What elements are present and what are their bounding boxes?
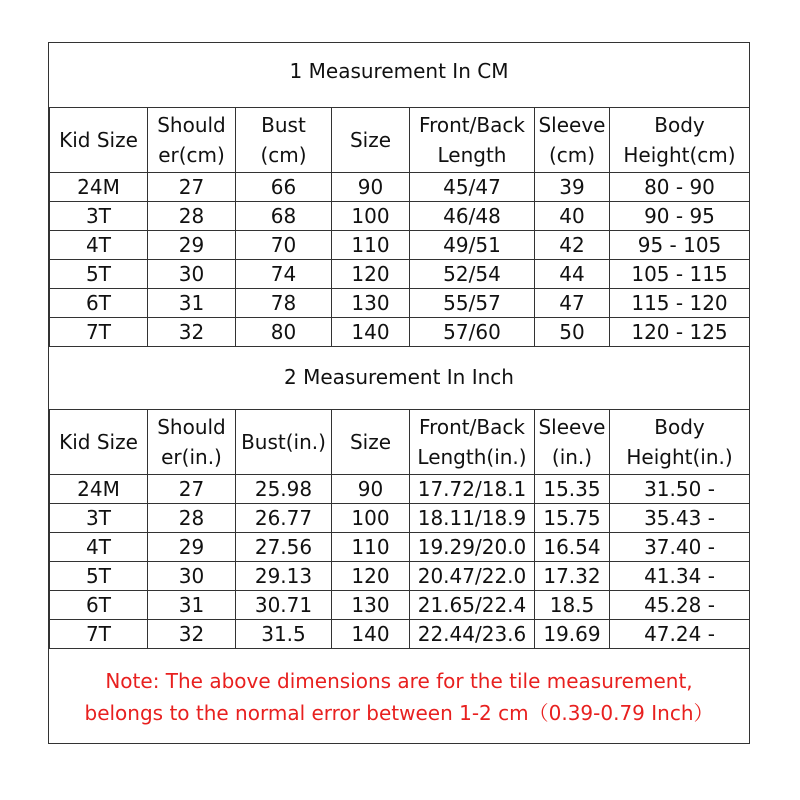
note-line-2: belongs to the normal error between 1-2 cm（0.39-0.79 Inch）	[84, 701, 714, 725]
table-cell: 74	[236, 260, 332, 289]
table-cell: 40	[535, 202, 610, 231]
table-cell: 70	[236, 231, 332, 260]
cm-header-line: Sleeve	[538, 113, 606, 137]
table-cell: 90 - 95	[610, 202, 750, 231]
table-cell: 31	[148, 591, 236, 620]
table-cell: 32	[148, 620, 236, 649]
cm-header-3	[332, 108, 410, 173]
table-cell: 30	[148, 260, 236, 289]
inch-header-line: Front/Back	[419, 415, 525, 439]
table-cell: 30	[148, 562, 236, 591]
inch-header-3	[332, 410, 410, 475]
cm-header-line: (cm)	[260, 143, 307, 167]
table-cell: 22.44/23.6	[410, 620, 535, 649]
cm-header-line: Kid Size	[59, 128, 138, 152]
note-line-1: Note: The above dimensions are for the tile measurement,	[105, 669, 693, 693]
table-cell: 105 - 115	[610, 260, 750, 289]
table-cell: 120 - 125	[610, 318, 750, 347]
table-cell: 130	[332, 591, 410, 620]
inch-header-line: Bust(in.)	[241, 430, 326, 454]
table-cell: 80	[236, 318, 332, 347]
table-cell: 46/48	[410, 202, 535, 231]
table-cell: 6T	[50, 591, 148, 620]
table-cell: 90	[332, 173, 410, 202]
table-cell: 21.65/22.4	[410, 591, 535, 620]
cm-header-line: er(cm)	[158, 143, 225, 167]
table-cell: 16.54	[535, 533, 610, 562]
inch-header-line: Should	[157, 415, 226, 439]
inch-section-title: 2 Measurement In Inch	[284, 365, 514, 389]
table-row	[50, 318, 750, 347]
inch-header-2	[236, 410, 332, 475]
table-cell: 39	[535, 173, 610, 202]
note-text	[49, 665, 749, 729]
table-row	[50, 173, 750, 202]
table-cell: 35.43 -	[610, 504, 750, 533]
table-cell: 29.13	[236, 562, 332, 591]
table-row	[50, 620, 750, 649]
inch-header-line: er(in.)	[161, 445, 222, 469]
inch-header-5	[535, 410, 610, 475]
cm-header-line: Length	[437, 143, 507, 167]
table-row	[50, 289, 750, 318]
table-cell: 27	[148, 173, 236, 202]
table-cell: 41.34 -	[610, 562, 750, 591]
table-row	[50, 533, 750, 562]
table-cell: 44	[535, 260, 610, 289]
inch-header-line: Size	[349, 430, 392, 454]
table-cell: 78	[236, 289, 332, 318]
table-cell: 68	[236, 202, 332, 231]
cm-section-title: 1 Measurement In CM	[289, 59, 509, 83]
cm-header-5	[535, 108, 610, 173]
cm-header-line: Size	[349, 128, 392, 152]
table-cell: 27	[148, 475, 236, 504]
table-cell: 3T	[50, 202, 148, 231]
table-cell: 50	[535, 318, 610, 347]
size-chart	[48, 42, 750, 744]
table-cell: 57/60	[410, 318, 535, 347]
table-cell: 140	[332, 620, 410, 649]
table-cell: 20.47/22.0	[410, 562, 535, 591]
table-row	[50, 562, 750, 591]
table-cell: 3T	[50, 504, 148, 533]
cm-measurement-table	[49, 107, 750, 347]
inch-header-line: Height(in.)	[626, 445, 733, 469]
cm-header-row	[50, 108, 750, 173]
table-cell: 130	[332, 289, 410, 318]
cm-header-line: Should	[157, 113, 226, 137]
table-cell: 24M	[50, 475, 148, 504]
table-cell: 6T	[50, 289, 148, 318]
inch-header-0	[50, 410, 148, 475]
inch-header-1	[148, 410, 236, 475]
table-cell: 80 - 90	[610, 173, 750, 202]
table-cell: 17.72/18.1	[410, 475, 535, 504]
table-cell: 5T	[50, 260, 148, 289]
table-cell: 31.5	[236, 620, 332, 649]
cm-header-6	[610, 108, 750, 173]
table-cell: 27.56	[236, 533, 332, 562]
table-cell: 18.5	[535, 591, 610, 620]
table-cell: 30.71	[236, 591, 332, 620]
table-cell: 4T	[50, 231, 148, 260]
table-row	[50, 591, 750, 620]
table-cell: 18.11/18.9	[410, 504, 535, 533]
inch-header-4	[410, 410, 535, 475]
table-cell: 4T	[50, 533, 148, 562]
table-cell: 31.50 -	[610, 475, 750, 504]
table-cell: 110	[332, 533, 410, 562]
table-cell: 19.69	[535, 620, 610, 649]
table-cell: 17.32	[535, 562, 610, 591]
table-cell: 25.98	[236, 475, 332, 504]
table-cell: 19.29/20.0	[410, 533, 535, 562]
table-cell: 95 - 105	[610, 231, 750, 260]
inch-measurement-table	[49, 409, 750, 649]
inch-header-line: Sleeve	[538, 415, 606, 439]
cm-header-line: (cm)	[548, 143, 596, 167]
table-cell: 31	[148, 289, 236, 318]
table-cell: 100	[332, 202, 410, 231]
inch-header-line: (in.)	[551, 445, 593, 469]
cm-header-line: Height(cm)	[623, 143, 736, 167]
inch-header-line: Kid Size	[59, 430, 138, 454]
table-cell: 42	[535, 231, 610, 260]
table-cell: 45/47	[410, 173, 535, 202]
table-cell: 49/51	[410, 231, 535, 260]
table-cell: 15.35	[535, 475, 610, 504]
inch-header-6	[610, 410, 750, 475]
cm-header-line: Body	[654, 113, 705, 137]
table-row	[50, 475, 750, 504]
cm-header-0	[50, 108, 148, 173]
table-cell: 7T	[50, 620, 148, 649]
cm-header-4	[410, 108, 535, 173]
table-cell: 140	[332, 318, 410, 347]
table-cell: 26.77	[236, 504, 332, 533]
table-cell: 110	[332, 231, 410, 260]
table-cell: 5T	[50, 562, 148, 591]
table-cell: 120	[332, 562, 410, 591]
table-cell: 15.75	[535, 504, 610, 533]
cm-header-1	[148, 108, 236, 173]
table-cell: 28	[148, 202, 236, 231]
inch-header-row	[50, 410, 750, 475]
table-cell: 90	[332, 475, 410, 504]
cm-header-line: Bust	[261, 113, 306, 137]
inch-header-line: Length(in.)	[417, 445, 527, 469]
table-cell: 24M	[50, 173, 148, 202]
table-row	[50, 202, 750, 231]
table-row	[50, 260, 750, 289]
table-cell: 66	[236, 173, 332, 202]
table-cell: 29	[148, 533, 236, 562]
table-row	[50, 231, 750, 260]
table-cell: 47	[535, 289, 610, 318]
cm-header-2	[236, 108, 332, 173]
table-cell: 45.28 -	[610, 591, 750, 620]
table-cell: 55/57	[410, 289, 535, 318]
table-cell: 7T	[50, 318, 148, 347]
table-cell: 120	[332, 260, 410, 289]
table-cell: 29	[148, 231, 236, 260]
table-cell: 47.24 -	[610, 620, 750, 649]
inch-header-line: Body	[654, 415, 705, 439]
table-cell: 100	[332, 504, 410, 533]
table-cell: 52/54	[410, 260, 535, 289]
table-cell: 115 - 120	[610, 289, 750, 318]
cm-header-line: Front/Back	[419, 113, 525, 137]
table-cell: 32	[148, 318, 236, 347]
table-cell: 28	[148, 504, 236, 533]
table-cell: 37.40 -	[610, 533, 750, 562]
table-row	[50, 504, 750, 533]
